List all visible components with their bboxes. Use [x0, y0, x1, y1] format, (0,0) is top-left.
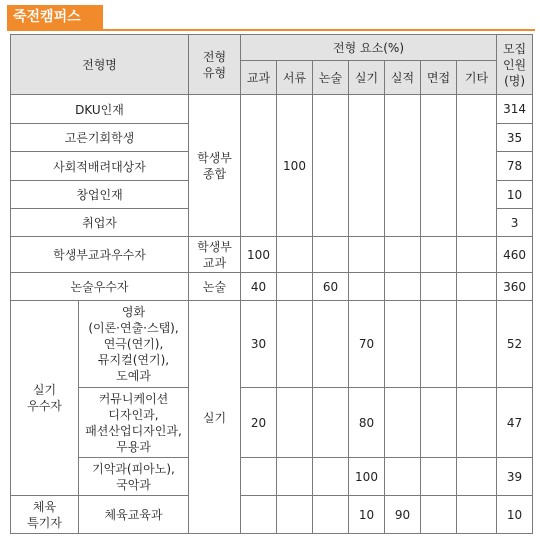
- row-name-music: 기악과(피아노), 국악과: [79, 458, 189, 496]
- quota-employ: 3: [497, 209, 533, 237]
- cell-empty: [385, 301, 421, 388]
- type-practical: 실기: [189, 301, 241, 534]
- quota-design: 47: [497, 388, 533, 458]
- header-name: 전형명: [11, 35, 189, 95]
- cell-empty: [313, 388, 349, 458]
- cell-empty: [421, 458, 457, 496]
- row-name-subject-excellence: 학생부교과우수자: [11, 237, 189, 273]
- cell-empty: [277, 388, 313, 458]
- cell-empty: [241, 496, 277, 534]
- cell-empty: [313, 95, 349, 237]
- subject-pct-subject-excellence: 100: [241, 237, 277, 273]
- quota-music: 39: [497, 458, 533, 496]
- essay-pct-essay: 60: [313, 273, 349, 301]
- row-name-dku: DKU인재: [11, 95, 189, 124]
- cell-empty: [349, 273, 385, 301]
- quota-essay: 360: [497, 273, 533, 301]
- cell-empty: [421, 237, 457, 273]
- cell-empty: [457, 237, 497, 273]
- cell-empty: [277, 301, 313, 388]
- cell-empty: [241, 95, 277, 237]
- cell-empty: [457, 496, 497, 534]
- subject-pct-film: 30: [241, 301, 277, 388]
- cell-docs-holistic: 100: [277, 95, 313, 237]
- header-quota: 모집 인원 (명): [497, 35, 533, 95]
- type-holistic: 학생부 종합: [189, 95, 241, 237]
- header-element-essay: 논술: [313, 61, 349, 95]
- quota-startup: 10: [497, 181, 533, 209]
- header-element-documents: 서류: [277, 61, 313, 95]
- row-name-essay: 논술우수자: [11, 273, 189, 301]
- cell-empty: [385, 388, 421, 458]
- cell-empty: [385, 273, 421, 301]
- header-element-record: 실적: [385, 61, 421, 95]
- header-type: 전형 유형: [189, 35, 241, 95]
- cell-empty: [457, 458, 497, 496]
- quota-goreun: 35: [497, 124, 533, 152]
- group-practical: 실기 우수자: [11, 301, 79, 496]
- subject-pct-essay: 40: [241, 273, 277, 301]
- type-subject: 학생부 교과: [189, 237, 241, 273]
- row-name-social: 사회적배려대상자: [11, 152, 189, 181]
- practical-pct-design: 80: [349, 388, 385, 458]
- group-sports: 체육 특기자: [11, 496, 79, 534]
- quota-film: 52: [497, 301, 533, 388]
- campus-title: 죽전캠퍼스: [7, 5, 103, 29]
- title-rule: [7, 29, 535, 31]
- record-pct-sports: 90: [385, 496, 421, 534]
- cell-empty: [421, 301, 457, 388]
- header-element-practical: 실기: [349, 61, 385, 95]
- row-name-sports: 체육교육과: [79, 496, 189, 534]
- cell-empty: [457, 388, 497, 458]
- header-element-interview: 면접: [421, 61, 457, 95]
- cell-empty: [457, 95, 497, 237]
- cell-empty: [277, 273, 313, 301]
- row-name-employ: 취업자: [11, 209, 189, 237]
- row-name-design: 커뮤니케이션 디자인과, 패션산업디자인과, 무용과: [79, 388, 189, 458]
- admission-table: [10, 34, 533, 534]
- cell-empty: [349, 237, 385, 273]
- practical-pct-film: 70: [349, 301, 385, 388]
- cell-empty: [385, 237, 421, 273]
- cell-empty: [421, 95, 457, 237]
- practical-pct-sports: 10: [349, 496, 385, 534]
- cell-empty: [241, 458, 277, 496]
- cell-empty: [457, 301, 497, 388]
- cell-empty: [421, 388, 457, 458]
- row-name-startup: 창업인재: [11, 181, 189, 209]
- subject-pct-design: 20: [241, 388, 277, 458]
- cell-empty: [277, 237, 313, 273]
- cell-empty: [313, 496, 349, 534]
- type-essay: 논술: [189, 273, 241, 301]
- cell-empty: [313, 458, 349, 496]
- quota-sports: 10: [497, 496, 533, 534]
- quota-subject-excellence: 460: [497, 237, 533, 273]
- cell-empty: [313, 237, 349, 273]
- header-element-other: 기타: [457, 61, 497, 95]
- row-name-goreun: 고른기회학생: [11, 124, 189, 152]
- cell-empty: [385, 458, 421, 496]
- cell-empty: [349, 95, 385, 237]
- cell-empty: [277, 458, 313, 496]
- header-elements-group: 전형 요소(%): [241, 35, 497, 61]
- row-name-film: 영화 (이론·연출·스탭), 연극(연기), 뮤지컬(연기), 도예과: [79, 301, 189, 388]
- header-element-subject: 교과: [241, 61, 277, 95]
- cell-empty: [277, 496, 313, 534]
- cell-empty: [457, 273, 497, 301]
- cell-empty: [313, 301, 349, 388]
- cell-empty: [421, 273, 457, 301]
- quota-social: 78: [497, 152, 533, 181]
- cell-empty: [421, 496, 457, 534]
- quota-dku: 314: [497, 95, 533, 124]
- practical-pct-music: 100: [349, 458, 385, 496]
- cell-empty: [385, 95, 421, 237]
